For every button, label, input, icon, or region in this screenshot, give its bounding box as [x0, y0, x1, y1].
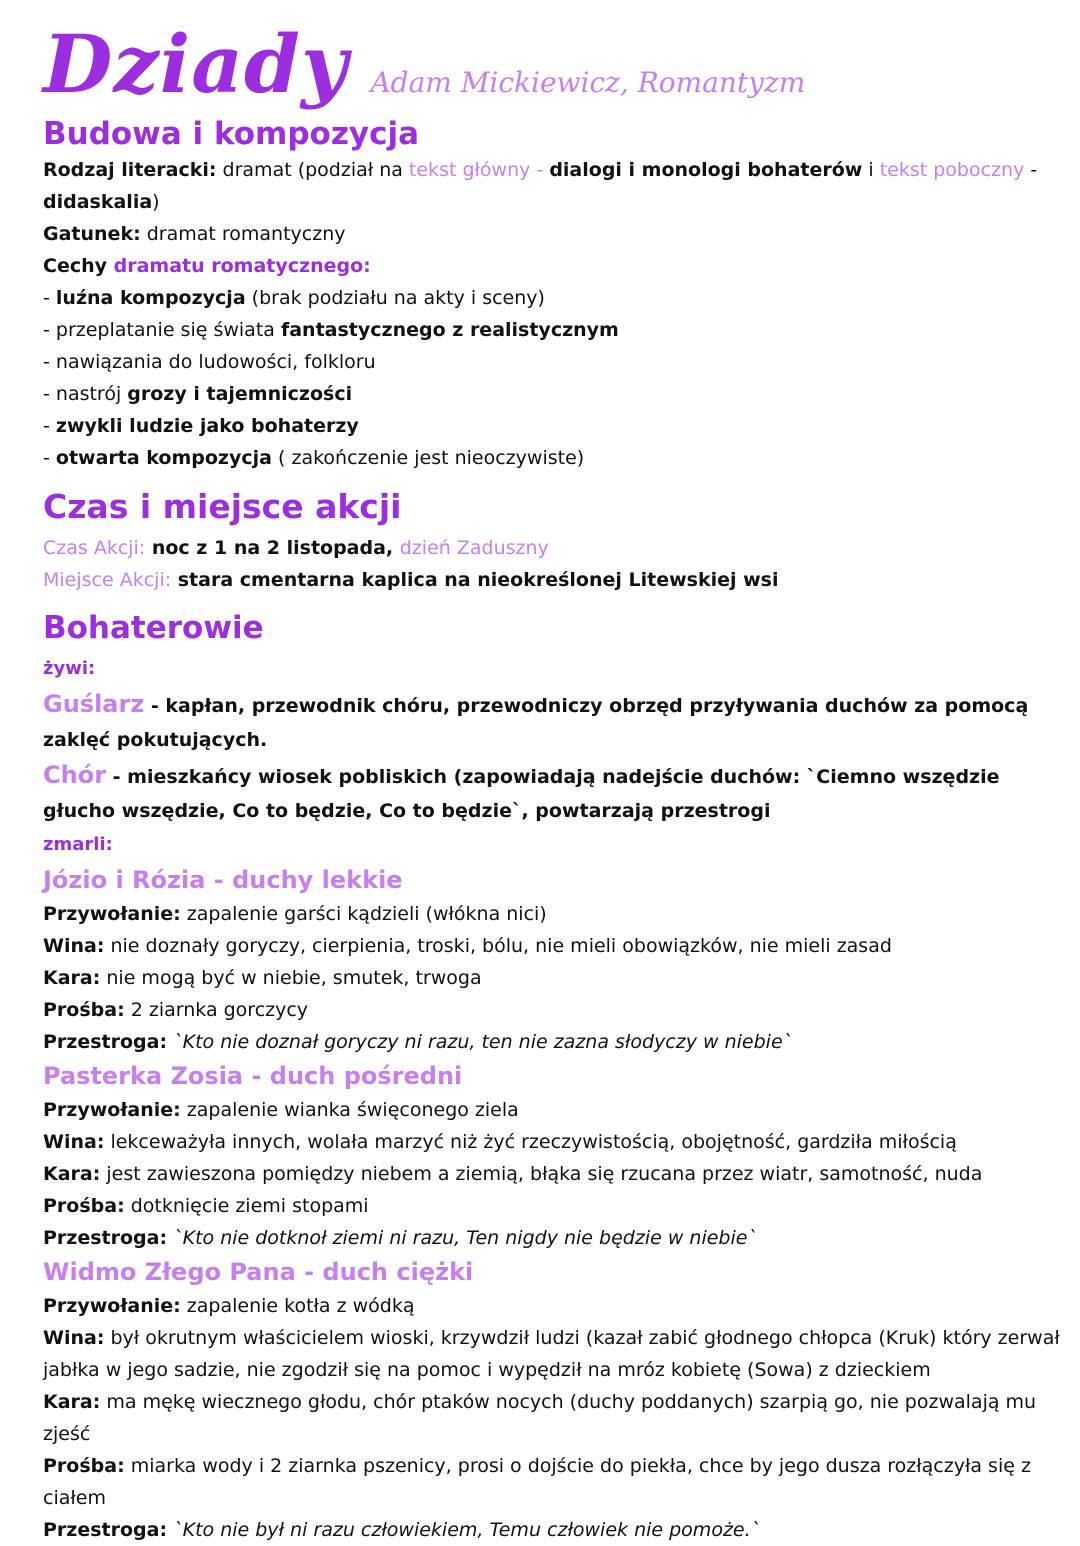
czas-line — [43, 532, 1068, 564]
wina-value: lekceważyła innych, wolała marzyć niż żyć rzeczywistością, obojętność, gardziła miłością — [104, 1131, 957, 1153]
prosba-line — [43, 994, 1068, 1026]
cecha-item — [43, 346, 1068, 378]
przywolanie-value: zapalenie garści kądzieli (włókna nici) — [180, 903, 547, 925]
prosba-line — [43, 1450, 1068, 1514]
document-title: Dziady — [43, 17, 349, 111]
cecha-text: - nastrój — [43, 383, 128, 405]
przestroga-label: Przestroga: — [43, 1519, 168, 1541]
chor-entry — [43, 757, 1068, 828]
cecha-item — [43, 378, 1068, 410]
chor-desc: - mieszkańcy wiosek pobliskich (zapowiadają nadejście duchów: `Ciemno wszędzie głucho wszędzie, Co to będzie, Co to będzie`, powtarzają przestrogi — [43, 766, 1000, 822]
cecha-text: - przeplatanie się świata — [43, 319, 281, 341]
przywolanie-line — [43, 898, 1068, 930]
rodzaj-line — [43, 154, 1068, 218]
didaskalia-text: didaskalia — [43, 191, 153, 213]
bullet: - — [43, 447, 56, 469]
section-heading-budowa: Budowa i kompozycja — [43, 116, 419, 152]
przywolanie-line — [43, 1290, 1068, 1322]
kara-label: Kara: — [43, 1391, 101, 1413]
dialogi-text: dialogi i monologi bohaterów — [549, 159, 863, 181]
guslarz-name: Guślarz — [43, 690, 145, 718]
wina-label: Wina: — [43, 1327, 105, 1349]
kara-line — [43, 1386, 1068, 1450]
czas-value: noc z 1 na 2 listopada, — [145, 537, 400, 559]
cecha-bold: luźna kompozycja — [55, 287, 246, 309]
gatunek-line — [43, 218, 1068, 250]
miejsce-line — [43, 564, 1068, 596]
prosba-value: miarka wody i 2 ziarnka pszenicy, prosi o dojście do piekła, chce by jego dusza rozłączyła się z ciałem — [43, 1455, 1031, 1509]
section-heading-czas: Czas i miejsce akcji — [43, 487, 402, 526]
wina-line — [43, 1322, 1068, 1386]
wina-label: Wina: — [43, 1131, 105, 1153]
prosba-value: 2 ziarnka gorczycy — [124, 999, 309, 1021]
cecha-bold: zwykli ludzie jako bohaterzy — [55, 415, 359, 437]
prosba-value: dotknięcie ziemi stopami — [124, 1195, 369, 1217]
tekst-poboczny: tekst poboczny — [879, 159, 1025, 181]
kara-value: nie mogą być w niebie, smutek, trwoga — [100, 967, 482, 989]
przywolanie-label: Przywołanie: — [43, 1099, 181, 1121]
miejsce-value: stara cmentarna kaplica na nieokreślonej Litewskiej wsi — [171, 569, 779, 591]
section-heading-bohaterowie: Bohaterowie — [43, 610, 264, 646]
przywolanie-value: zapalenie wianka święconego ziela — [180, 1099, 519, 1121]
kara-line — [43, 962, 1068, 994]
kara-line — [43, 1158, 1068, 1190]
gatunek-value: dramat romantyczny — [140, 223, 346, 245]
guslarz-entry — [43, 686, 1068, 757]
bullet: - — [43, 415, 56, 437]
wina-value: nie doznały goryczy, cierpienia, troski, bólu, nie mieli obowiązków, nie mieli zasad — [104, 935, 892, 957]
cechy-line — [43, 250, 1068, 282]
cecha-bold: otwarta kompozycja — [55, 447, 272, 469]
wina-value: był okrutnym właścicielem wioski, krzywdził ludzi (kazał zabić głodnego chłopca (Kruk) który zerwał jabłka w jego sadzie, nie zgodził się na pomoc i wypędził na mróz kobietę (Sowa) z dzieckiem — [43, 1327, 1060, 1381]
cecha-text: ( zakończenie jest nieoczywiste) — [271, 447, 585, 469]
cecha-item — [43, 442, 1068, 474]
cecha-text: - nawiązania do ludowości, folkloru — [43, 351, 376, 373]
conj-text: i — [862, 159, 880, 181]
wina-line — [43, 1126, 1068, 1158]
przywolanie-line — [43, 1094, 1068, 1126]
prosba-line — [43, 1190, 1068, 1222]
dash: - — [530, 159, 550, 181]
tekst-glowny: tekst główny — [408, 159, 531, 181]
cechy-label: Cechy — [43, 255, 114, 277]
przestroga-line — [43, 1514, 1068, 1546]
rodzaj-label: Rodzaj literacki: — [43, 159, 217, 181]
wina-line — [43, 930, 1068, 962]
character-name-jozio: Józio i Rózia - duchy lekkie — [43, 866, 403, 894]
przestroga-value: `Kto nie był ni razu człowiekiem, Temu człowiek nie pomoże.` — [173, 1519, 761, 1541]
przywolanie-value: zapalenie kotła z wódką — [180, 1295, 415, 1317]
kara-value: jest zawieszona pomiędzy niebem a ziemią, błąka się rzucana przez wiatr, samotność, nuda — [100, 1163, 983, 1185]
gatunek-label: Gatunek: — [43, 223, 141, 245]
przywolanie-label: Przywołanie: — [43, 1295, 181, 1317]
title-row — [43, 14, 1068, 114]
character-name-widmo: Widmo Złego Pana - duch ciężki — [43, 1258, 474, 1286]
dash-2: - — [1024, 159, 1038, 181]
cechy-value: dramatu romatycznego: — [113, 255, 371, 277]
chor-name: Chór — [43, 761, 107, 789]
przestroga-label: Przestroga: — [43, 1227, 168, 1249]
close-paren: ) — [152, 191, 160, 213]
prosba-label: Prośba: — [43, 999, 125, 1021]
przestroga-line — [43, 1026, 1068, 1058]
rodzaj-text: dramat (podział na — [216, 159, 409, 181]
guslarz-desc: - kapłan, przewodnik chóru, przewodniczy obrzęd przyływania duchów za pomocą zaklęć pokutujących. — [43, 695, 1029, 751]
czas-label: Czas Akcji: — [43, 537, 146, 559]
przestroga-label: Przestroga: — [43, 1031, 168, 1053]
document-page — [43, 14, 1068, 1546]
przestroga-line — [43, 1222, 1068, 1254]
kara-label: Kara: — [43, 967, 101, 989]
zywi-label: żywi: — [43, 658, 96, 679]
prosba-label: Prośba: — [43, 1195, 125, 1217]
kara-value: ma mękę wiecznego głodu, chór ptaków nocych (duchy poddanych) szarpią go, nie pozwalają mu zjeść — [43, 1391, 1037, 1445]
zmarli-label: zmarli: — [43, 834, 113, 855]
wina-label: Wina: — [43, 935, 105, 957]
dzien-zaduszny: dzień Zaduszny — [399, 537, 549, 559]
przywolanie-label: Przywołanie: — [43, 903, 181, 925]
bullet: - — [43, 287, 56, 309]
cecha-text: (brak podziału na akty i sceny) — [245, 287, 545, 309]
cecha-item — [43, 410, 1068, 442]
miejsce-label: Miejsce Akcji: — [43, 569, 172, 591]
document-subtitle: Adam Mickiewicz, Romantyzm — [370, 66, 806, 99]
cecha-bold: grozy i tajemniczości — [127, 383, 353, 405]
przestroga-value: `Kto nie doznał goryczy ni razu, ten nie zazna słodyczy w niebie` — [173, 1031, 793, 1053]
kara-label: Kara: — [43, 1163, 101, 1185]
cecha-item — [43, 314, 1068, 346]
prosba-label: Prośba: — [43, 1455, 125, 1477]
przestroga-value: `Kto nie dotknoł ziemi ni razu, Ten nigdy nie będzie w niebie` — [173, 1227, 757, 1249]
cecha-bold: fantastycznego z realistycznym — [280, 319, 619, 341]
cecha-item — [43, 282, 1068, 314]
character-name-zosia: Pasterka Zosia - duch pośredni — [43, 1062, 463, 1090]
